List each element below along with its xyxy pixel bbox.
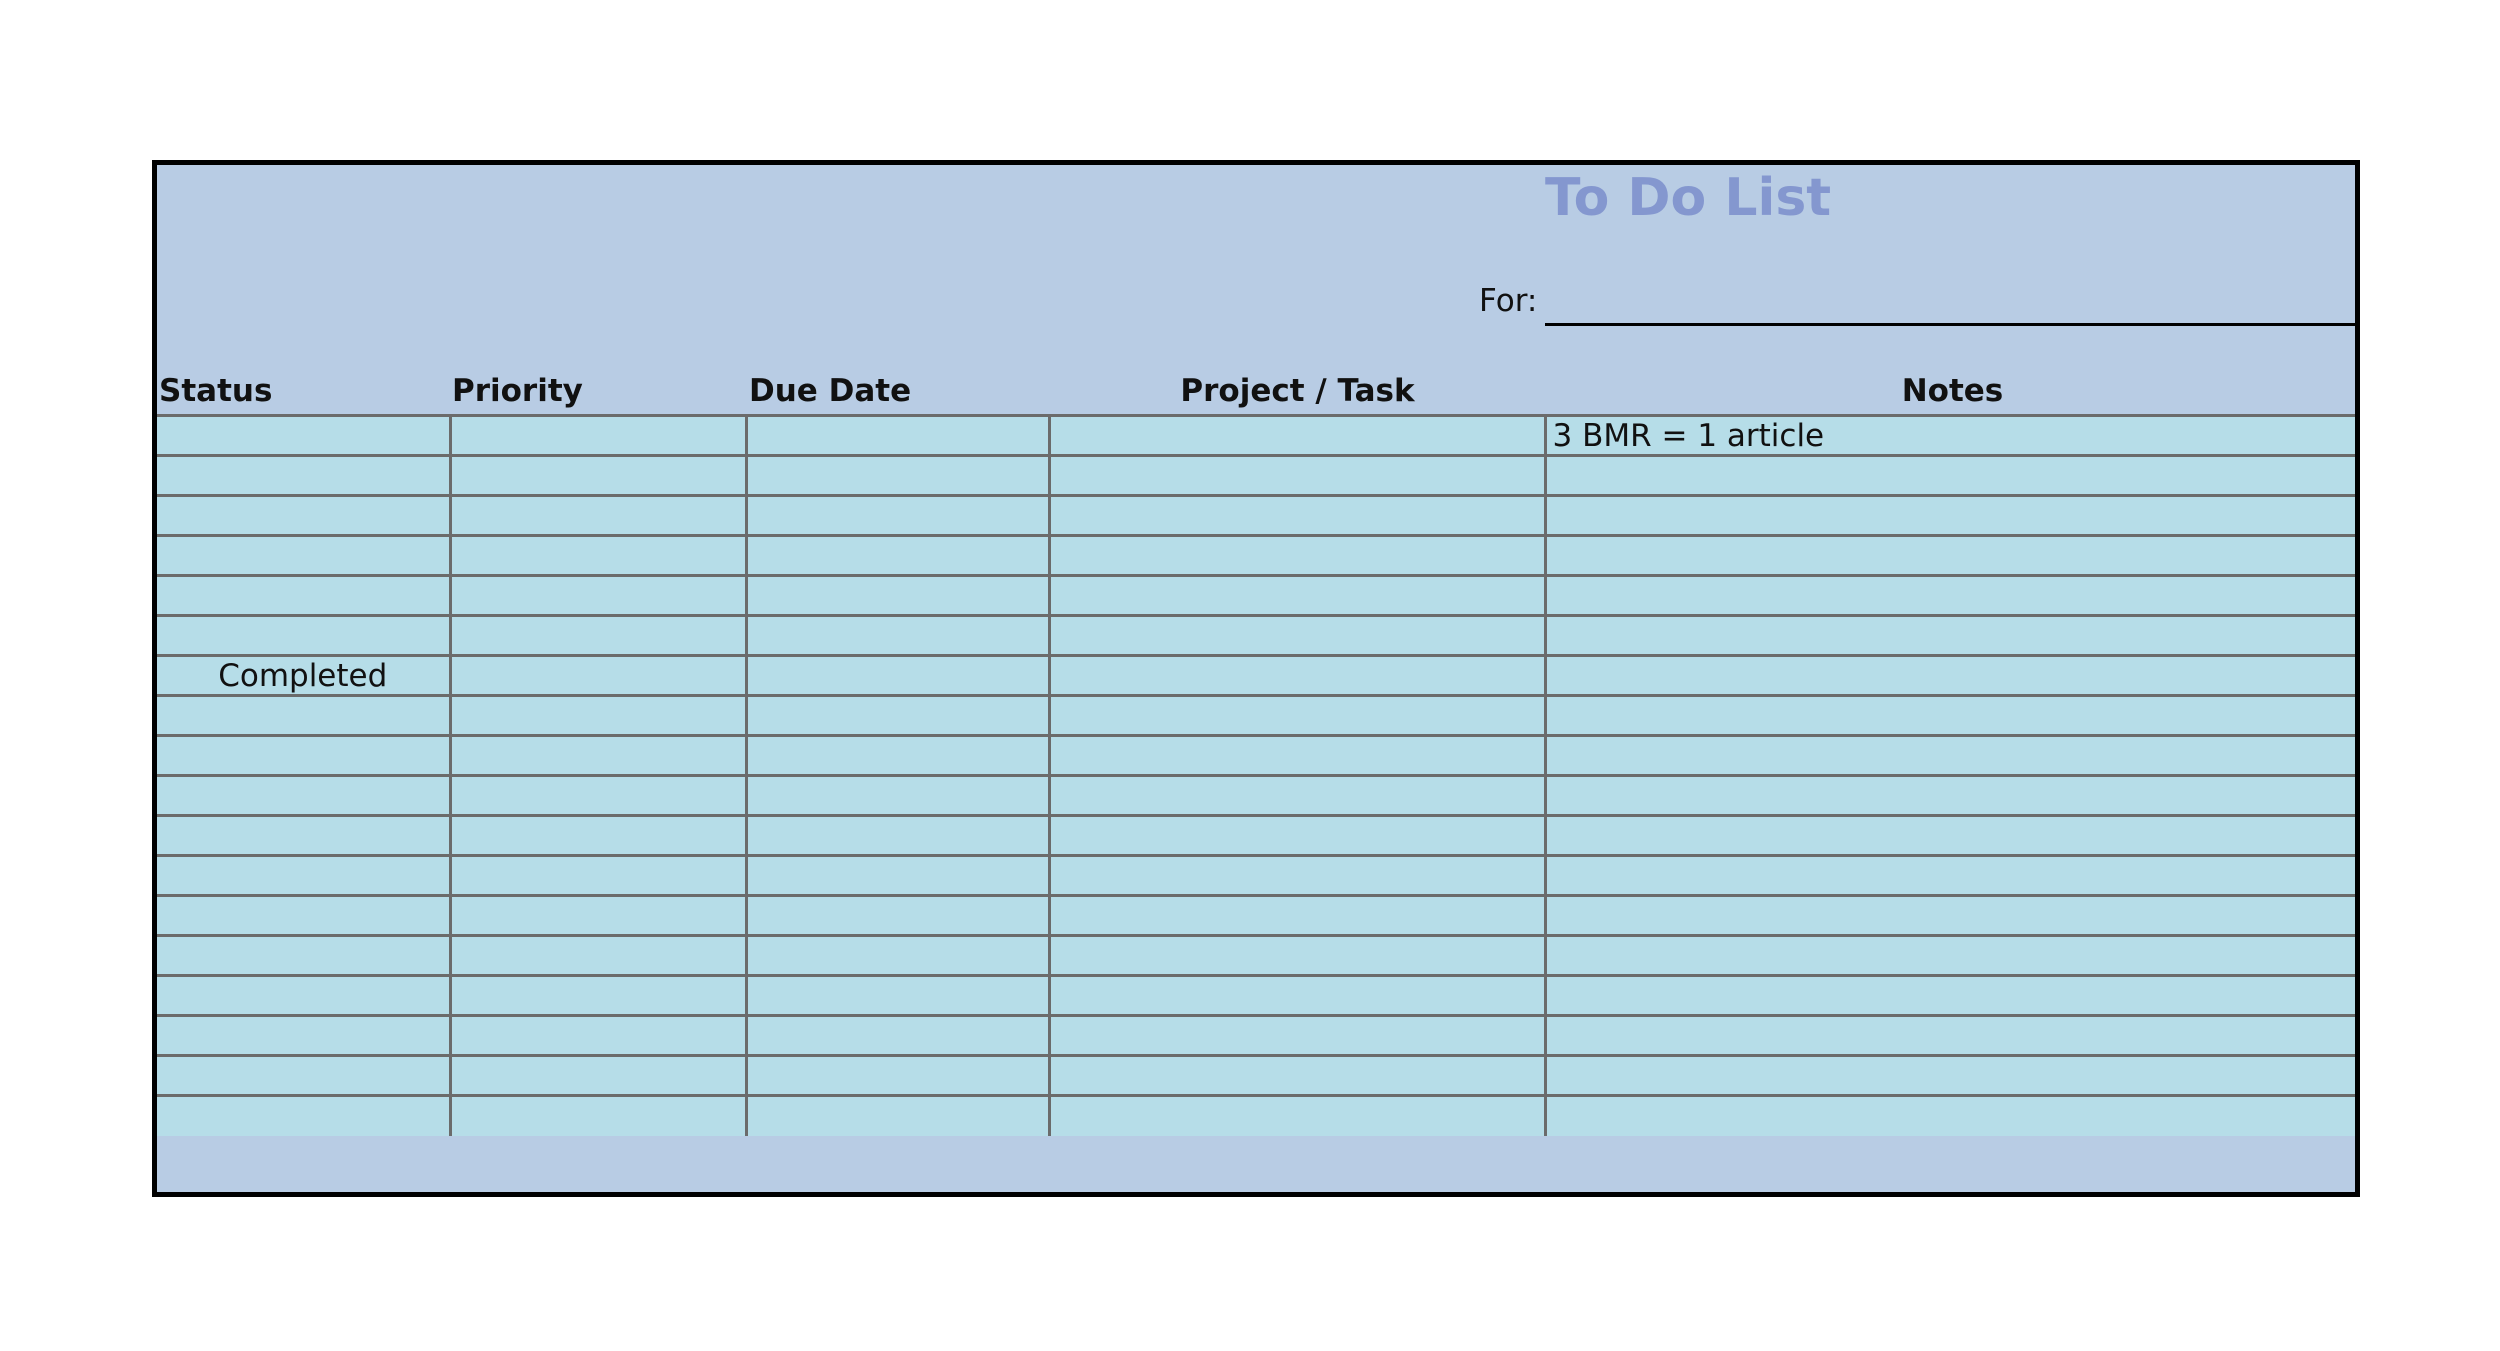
due-date-cell[interactable] xyxy=(746,696,1049,736)
table-row xyxy=(157,1056,2355,1096)
todo-table xyxy=(157,414,2355,1136)
notes-cell[interactable] xyxy=(1545,536,2355,576)
priority-cell[interactable] xyxy=(450,536,746,576)
table-row xyxy=(157,736,2355,776)
project-task-cell[interactable] xyxy=(1049,616,1545,656)
status-cell[interactable] xyxy=(157,776,450,816)
table-row xyxy=(157,896,2355,936)
status-cell[interactable]: Completed xyxy=(157,656,450,696)
table-row xyxy=(157,616,2355,656)
priority-cell[interactable] xyxy=(450,856,746,896)
due-date-cell[interactable] xyxy=(746,896,1049,936)
notes-cell[interactable] xyxy=(1545,816,2355,856)
notes-cell[interactable] xyxy=(1545,856,2355,896)
notes-cell[interactable] xyxy=(1545,1016,2355,1056)
column-header-notes: Notes xyxy=(1901,373,2004,409)
page-title: To Do List xyxy=(1545,168,1832,228)
status-cell[interactable] xyxy=(157,976,450,1016)
status-cell[interactable] xyxy=(157,416,450,456)
notes-cell[interactable] xyxy=(1545,1056,2355,1096)
table-row xyxy=(157,816,2355,856)
notes-cell[interactable] xyxy=(1545,456,2355,496)
notes-cell[interactable] xyxy=(1545,616,2355,656)
notes-cell[interactable] xyxy=(1545,896,2355,936)
status-cell[interactable] xyxy=(157,856,450,896)
priority-cell[interactable] xyxy=(450,776,746,816)
due-date-cell[interactable] xyxy=(746,416,1049,456)
priority-cell[interactable] xyxy=(450,976,746,1016)
priority-cell[interactable] xyxy=(450,416,746,456)
project-task-cell[interactable] xyxy=(1049,1016,1545,1056)
priority-cell[interactable] xyxy=(450,496,746,536)
for-label: For: xyxy=(1479,283,1538,319)
due-date-cell[interactable] xyxy=(746,736,1049,776)
table-row xyxy=(157,976,2355,1016)
notes-cell[interactable] xyxy=(1545,656,2355,696)
project-task-cell[interactable] xyxy=(1049,896,1545,936)
table-row xyxy=(157,576,2355,616)
project-task-cell[interactable] xyxy=(1049,976,1545,1016)
due-date-cell[interactable] xyxy=(746,536,1049,576)
project-task-cell[interactable] xyxy=(1049,816,1545,856)
status-cell[interactable] xyxy=(157,496,450,536)
project-task-cell[interactable] xyxy=(1049,496,1545,536)
table-row xyxy=(157,776,2355,816)
status-cell[interactable] xyxy=(157,536,450,576)
status-cell[interactable] xyxy=(157,696,450,736)
status-cell[interactable] xyxy=(157,1096,450,1136)
status-cell[interactable] xyxy=(157,576,450,616)
due-date-cell[interactable] xyxy=(746,1056,1049,1096)
notes-cell[interactable] xyxy=(1545,496,2355,536)
status-cell[interactable] xyxy=(157,456,450,496)
due-date-cell[interactable] xyxy=(746,976,1049,1016)
status-cell[interactable] xyxy=(157,616,450,656)
priority-cell[interactable] xyxy=(450,576,746,616)
table-row xyxy=(157,1016,2355,1056)
table-row xyxy=(157,656,2355,696)
table-row xyxy=(157,1096,2355,1136)
column-header-due-date: Due Date xyxy=(749,373,912,409)
priority-cell[interactable] xyxy=(450,1096,746,1136)
status-cell[interactable] xyxy=(157,1016,450,1056)
priority-cell[interactable] xyxy=(450,1056,746,1096)
project-task-cell[interactable] xyxy=(1049,856,1545,896)
todo-sheet xyxy=(152,160,2360,1197)
due-date-cell[interactable] xyxy=(746,856,1049,896)
notes-cell[interactable]: 3 BMR = 1 article xyxy=(1545,416,2355,456)
table-row xyxy=(157,496,2355,536)
table-row xyxy=(157,936,2355,976)
priority-cell[interactable] xyxy=(450,1016,746,1056)
due-date-cell[interactable] xyxy=(746,1096,1049,1136)
due-date-cell[interactable] xyxy=(746,616,1049,656)
column-header-project-task: Project / Task xyxy=(1180,373,1415,409)
status-cell[interactable] xyxy=(157,936,450,976)
priority-cell[interactable] xyxy=(450,936,746,976)
table-row xyxy=(157,416,2355,456)
due-date-cell[interactable] xyxy=(746,496,1049,536)
due-date-cell[interactable] xyxy=(746,456,1049,496)
project-task-cell[interactable] xyxy=(1049,456,1545,496)
notes-cell[interactable] xyxy=(1545,936,2355,976)
project-task-cell[interactable] xyxy=(1049,1096,1545,1136)
project-task-cell[interactable] xyxy=(1049,936,1545,976)
project-task-cell[interactable] xyxy=(1049,416,1545,456)
notes-cell[interactable] xyxy=(1545,776,2355,816)
priority-cell[interactable] xyxy=(450,696,746,736)
due-date-cell[interactable] xyxy=(746,576,1049,616)
priority-cell[interactable] xyxy=(450,616,746,656)
due-date-cell[interactable] xyxy=(746,1016,1049,1056)
project-task-cell[interactable] xyxy=(1049,576,1545,616)
project-task-cell[interactable] xyxy=(1049,536,1545,576)
status-cell[interactable] xyxy=(157,896,450,936)
priority-cell[interactable] xyxy=(450,456,746,496)
priority-cell[interactable] xyxy=(450,896,746,936)
status-cell[interactable] xyxy=(157,816,450,856)
notes-cell[interactable] xyxy=(1545,576,2355,616)
table-row xyxy=(157,536,2355,576)
status-cell[interactable] xyxy=(157,736,450,776)
for-input-line[interactable] xyxy=(1545,323,2360,326)
table-row xyxy=(157,856,2355,896)
priority-cell[interactable] xyxy=(450,656,746,696)
table-row xyxy=(157,696,2355,736)
status-cell[interactable] xyxy=(157,1056,450,1096)
notes-cell[interactable] xyxy=(1545,1096,2355,1136)
column-header-priority: Priority xyxy=(452,373,583,409)
project-task-cell[interactable] xyxy=(1049,736,1545,776)
priority-cell[interactable] xyxy=(450,736,746,776)
notes-cell[interactable] xyxy=(1545,976,2355,1016)
table-row xyxy=(157,456,2355,496)
notes-cell[interactable] xyxy=(1545,696,2355,736)
notes-cell[interactable] xyxy=(1545,736,2355,776)
due-date-cell[interactable] xyxy=(746,936,1049,976)
project-task-cell[interactable] xyxy=(1049,1056,1545,1096)
project-task-cell[interactable] xyxy=(1049,696,1545,736)
due-date-cell[interactable] xyxy=(746,816,1049,856)
project-task-cell[interactable] xyxy=(1049,776,1545,816)
column-header-status: Status xyxy=(159,373,273,409)
project-task-cell[interactable] xyxy=(1049,656,1545,696)
priority-cell[interactable] xyxy=(450,816,746,856)
due-date-cell[interactable] xyxy=(746,656,1049,696)
due-date-cell[interactable] xyxy=(746,776,1049,816)
